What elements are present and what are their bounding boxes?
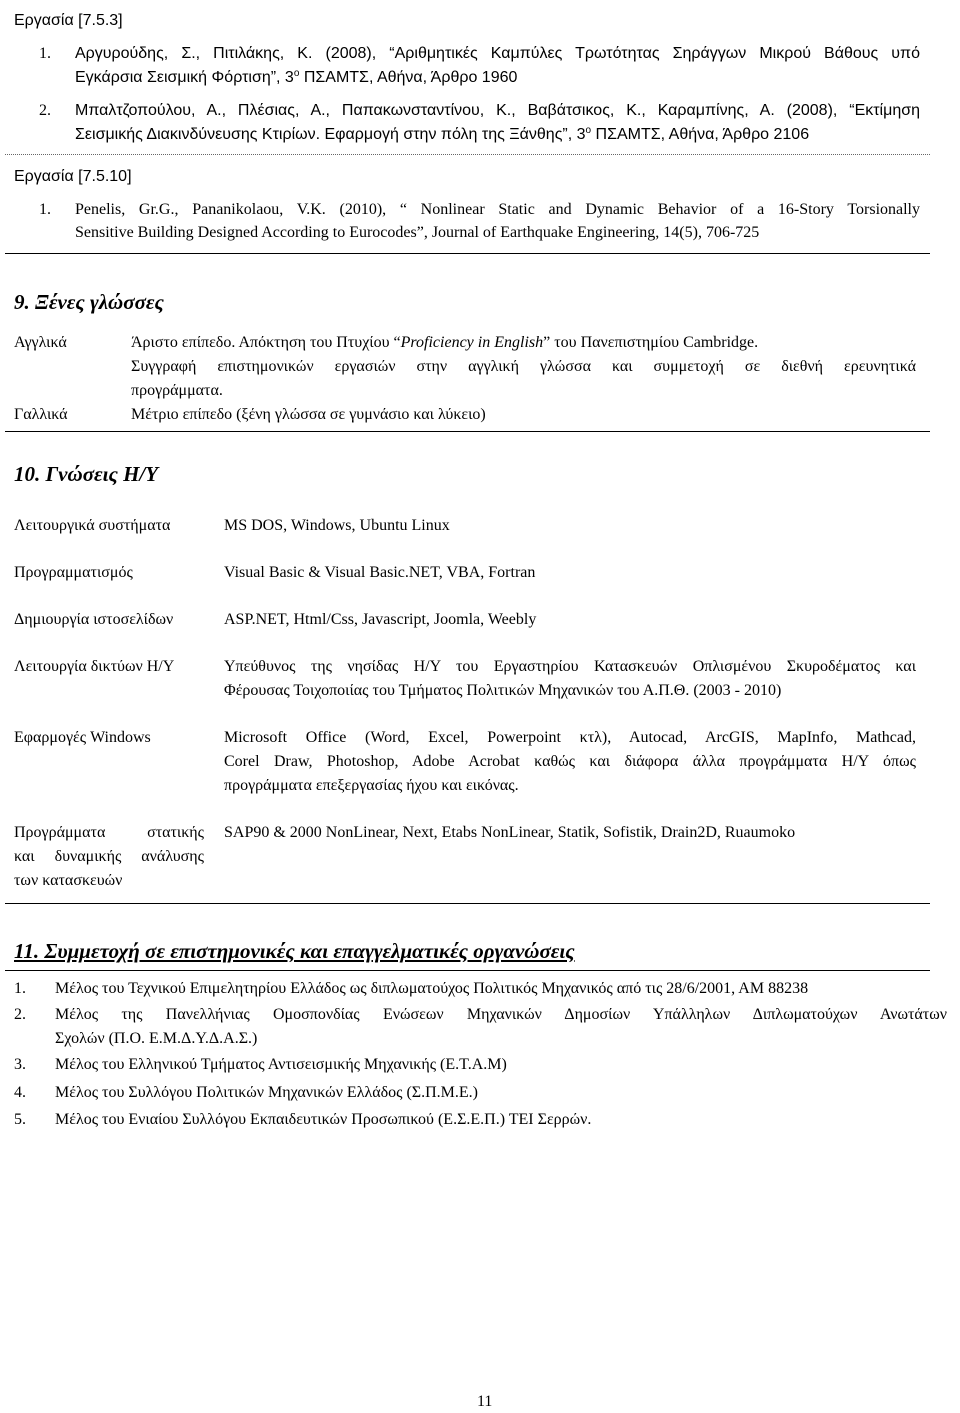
- membership-text: Μέλος του Συλλόγου Πολιτικών Μηχανικών Ελλάδος (Σ.Π.Μ.Ε.): [55, 1084, 478, 1101]
- skill-label: Προγράμματα στατικής: [14, 824, 204, 841]
- section-divider: [5, 431, 930, 432]
- skill-label: και δυναμικής ανάλυσης: [14, 848, 204, 865]
- work-item-line: Εγκάρσια Σεισμική Φόρτιση”, $3^o$ ΠΣΑΜΤΣ, Αθήνα, Άρθρο 1960: [75, 68, 518, 86]
- section-divider: [5, 903, 930, 904]
- section-divider: [5, 253, 930, 254]
- work-item-number: 1.: [39, 201, 51, 218]
- section-title-languages: 9. Ξένες γλώσσες: [14, 290, 164, 314]
- section-title-memberships: 11. Συμμετοχή σε επιστημονικές και επαγγελματικές οργανώσεις: [14, 939, 575, 963]
- skill-label: Προγραμματισμός: [14, 564, 133, 581]
- membership-number: 1.: [14, 980, 26, 997]
- membership-text: Μέλος του Ενιαίου Συλλόγου Εκπαιδευτικών Προσωπικού (Ε.Σ.Ε.Π.) ΤΕΙ Σερρών.: [55, 1111, 592, 1128]
- work-item-line: Σεισμικής Διακινδύνευσης Κτιρίων. Εφαρμογή στην πόλη της Ξάνθης”, $3^o$ ΠΣΑΜΤΣ, Αθήνα, Άρθρο 2106: [75, 125, 810, 143]
- skill-label: Λειτουργικά συστήματα: [14, 517, 171, 534]
- section-divider: [5, 970, 930, 971]
- membership-number: 4.: [14, 1084, 26, 1101]
- work-item-line: Μπαλτζοπούλου, Α., Πλέσιας, Α., Παπακωνσταντίνου, Κ., Βαβάτσικος, Κ., Καραμπίνης, Α. (2008), “Εκτίμηση: [75, 102, 920, 119]
- dotted-divider: [5, 154, 930, 155]
- language-description: Μέτριο επίπεδο (ξένη γλώσσα σε γυμνάσιο και λύκειο): [131, 406, 486, 423]
- membership-text: Σχολών (Π.Ο. Ε.Μ.Δ.Υ.Δ.Α.Σ.): [55, 1030, 258, 1047]
- skill-value: MS DOS, Windows, Ubuntu Linux: [224, 517, 450, 534]
- membership-text: Μέλος της Πανελλήνιας Ομοσπονδίας Ενώσεων Μηχανικών Δημοσίων Υπάλληλων Διπλωματούχων Ανωτάτων: [55, 1006, 947, 1023]
- membership-number: 3.: [14, 1056, 26, 1073]
- membership-text: Μέλος του Τεχνικού Επιμελητηρίου Ελλάδος ως διπλωματούχος Πολιτικός Μηχανικός από τις 28/6/2001, ΑΜ 88238: [55, 980, 809, 997]
- skill-value: προγράμματα επεξεργασίας ήχου και εικόνας.: [224, 777, 519, 794]
- language-description: Συγγραφή επιστημονικών εργασιών στην αγγλική γλώσσα και συμμετοχή σε διεθνή ερευνητικά: [131, 358, 916, 375]
- skill-value: SAP90 & 2000 NonLinear, Next, Etabs NonLinear, Statik, Sofistik, Drain2D, Ruaumoko: [224, 824, 796, 841]
- skill-label: Λειτουργία δικτύων Η/Υ: [14, 658, 175, 675]
- skill-label: Δημιουργία ιστοσελίδων: [14, 611, 174, 628]
- skill-value: Microsoft Office (Word, Excel, Powerpoint κτλ), Autocad, ArcGIS, MapInfo, Mathcad,: [224, 729, 916, 746]
- work-item-number: 1.: [39, 45, 51, 62]
- work-item-line: Sensitive Building Designed According to Eurocodes”, Journal of Earthquake Engineering, 14(5), 706-725: [75, 224, 760, 241]
- language-description: προγράμματα.: [131, 382, 223, 399]
- skill-value: Φέρουσας Τοιχοποιίας του Τμήματος Πολιτικών Μηχανικών του Α.Π.Θ. (2003 - 2010): [224, 682, 782, 699]
- membership-text: Μέλος του Ελληνικού Τμήματος Αντισεισμικής Μηχανικής (Ε.Τ.Α.Μ): [55, 1056, 507, 1073]
- work-item-line: Αργυρούδης, Σ., Πιτιλάκης, Κ. (2008), “Αριθμητικές Καμπύλες Τρωτότητας Σηράγγων Μικρού Βάθους υπό: [75, 45, 920, 62]
- skill-label: Εφαρμογές Windows: [14, 729, 151, 746]
- section-title-computer-skills: 10. Γνώσεις Η/Υ: [14, 462, 159, 486]
- membership-number: 5.: [14, 1111, 26, 1128]
- page-number: 11: [477, 1393, 493, 1410]
- work-item-line: Penelis, Gr.G., Pananikolaou, V.K. (2010), “ Nonlinear Static and Dynamic Behavior of a 16-Story Torsionally: [75, 201, 920, 218]
- skill-value: Corel Draw, Photoshop, Adobe Acrobat καθώς και διάφορα άλλα προγράμματα Η/Υ όπως: [224, 753, 916, 770]
- membership-number: 2.: [14, 1006, 26, 1023]
- work-heading-7-5-10: Εργασία [7.5.10]: [14, 168, 132, 185]
- skill-value: ASP.NET, Html/Css, Javascript, Joomla, Weebly: [224, 611, 537, 628]
- language-name: Γαλλικά: [14, 406, 68, 423]
- skill-value: Υπεύθυνος της νησίδας Η/Υ του Εργαστηρίου Κατασκευών Οπλισμένου Σκυροδέματος και: [224, 658, 916, 675]
- skill-value: Visual Basic & Visual Basic.NET, VBA, Fortran: [224, 564, 536, 581]
- skill-label: των κατασκευών: [14, 872, 123, 889]
- work-item-number: 2.: [39, 102, 51, 119]
- language-description: Άριστο επίπεδο. Απόκτηση του Πτυχίου “Proficiency in English” του Πανεπιστημίου Cambridge.: [131, 334, 759, 351]
- language-name: Αγγλικά: [14, 334, 67, 351]
- work-heading-7-5-3: Εργασία [7.5.3]: [14, 12, 123, 29]
